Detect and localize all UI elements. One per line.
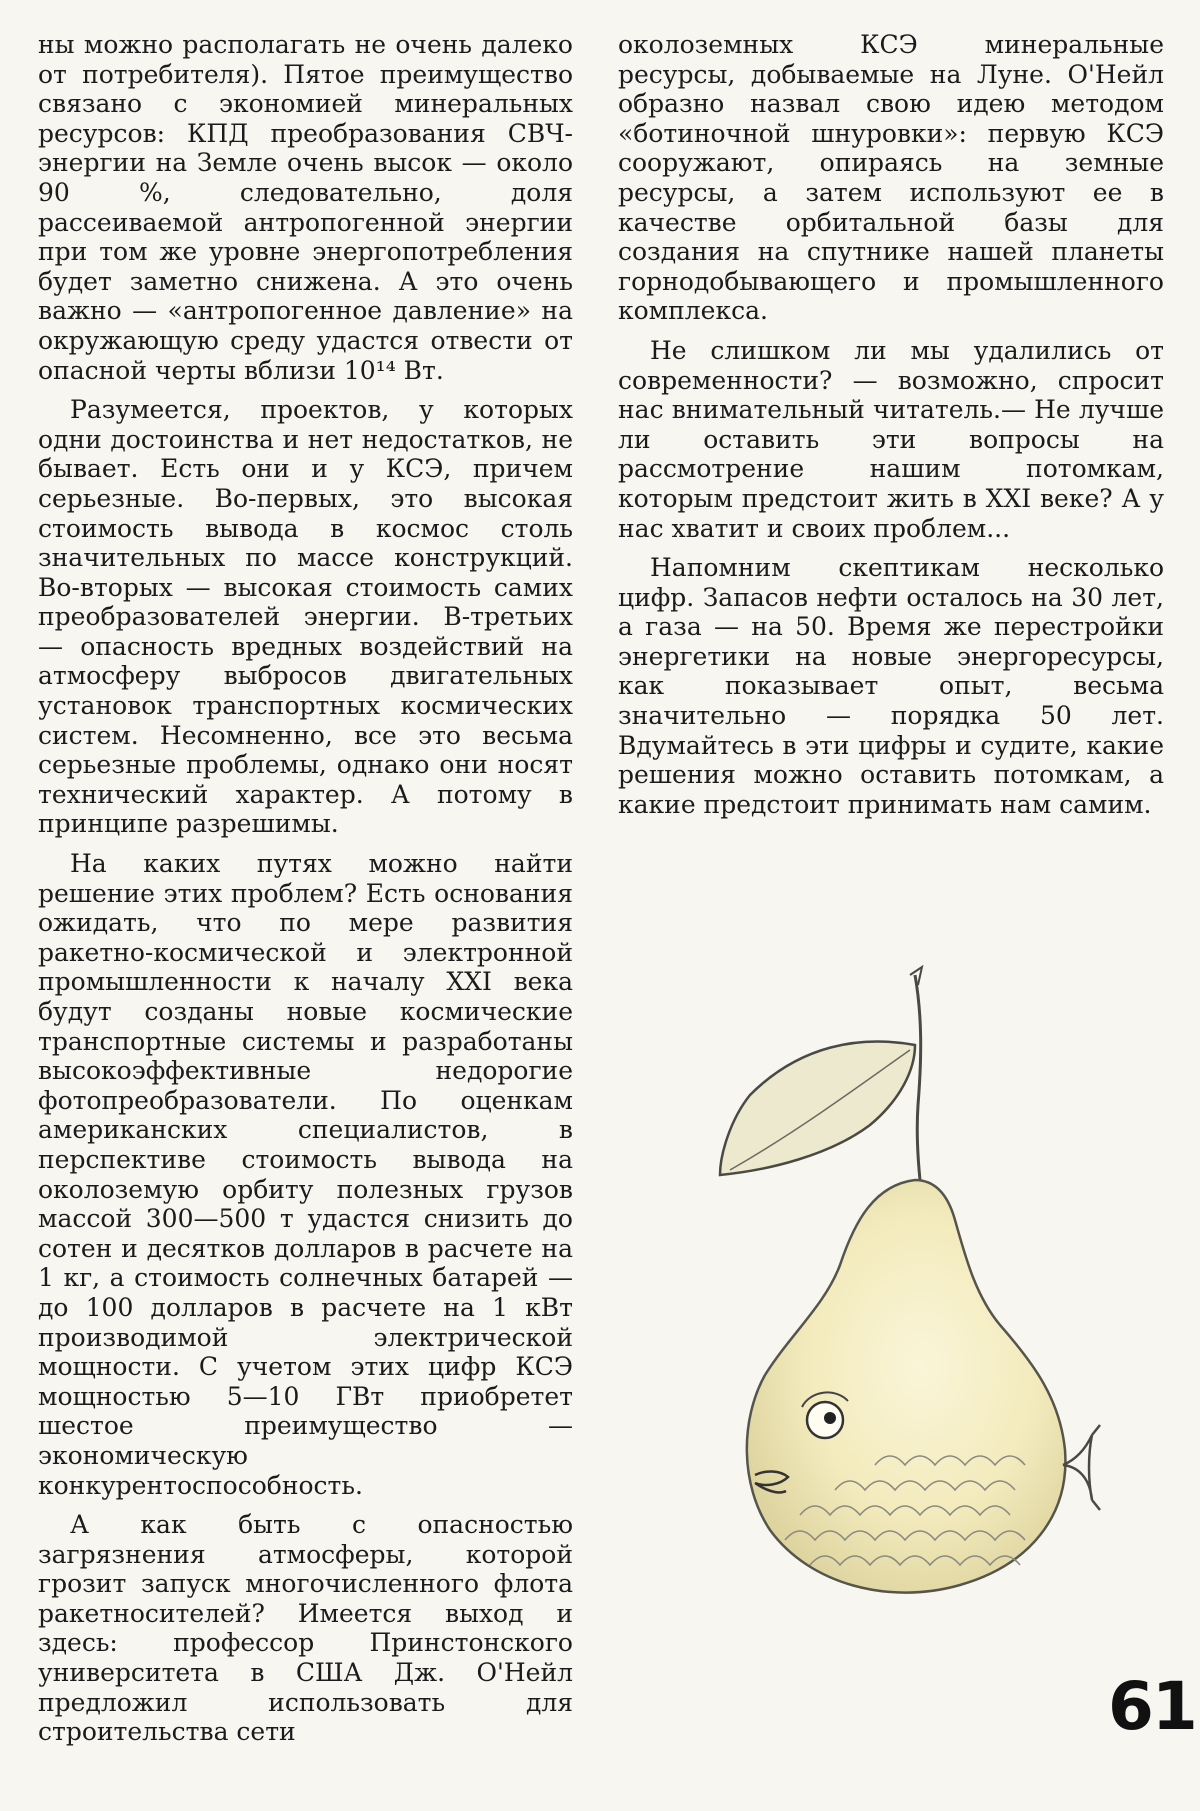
fish-pupil	[824, 1412, 836, 1424]
pear-body	[747, 1180, 1066, 1593]
stem	[915, 975, 921, 1180]
paragraph: Не слишком ли мы удалились от современности? — возможно, спросит нас внимательный читатель.— Не лучше ли оставить эти вопросы на рассмотрение нашим потомкам, которым предстоит жить в XXI веке? А у нас хватит и своих проблем...	[618, 335, 1164, 543]
paragraph: А как быть с опасностью загрязнения атмосферы, которой грозит запуск многочисленного флота ракетносителей? Имеется выход и здесь: профессор Принстонского университета в США Дж. О'Нейл предложил использовать для строительства сети	[38, 1510, 573, 1747]
leaf	[720, 1042, 915, 1175]
left-column	[38, 30, 573, 1757]
pear-fish-illustration	[660, 955, 1110, 1615]
paragraph: На каких путях можно найти решение этих проблем? Есть основания ожидать, что по мере развития ракетно-космической и электронной промышленности к началу XXI века будут созданы новые космические транспортные системы и разработаны высокоэффективные недорогие фотопреобразователи. По оценкам американских специалистов, в перспективе стоимость вывода на околоземую орбиту полезных грузов массой 300—500 т удастся снизить до сотен и десятков долларов в расчете на 1 кг, а стоимость солнечных батарей — до 100 долларов в расчете на 1 кВт производимой электрической мощности. С учетом этих цифр КСЭ мощностью 5—10 ГВт приобретет шестое преимущество — экономическую конкурентоспособность.	[38, 849, 573, 1500]
paragraph: ны можно располагать не очень далеко от потребителя). Пятое преимущество связано с экономией минеральных ресурсов: КПД преобразования СВЧ-энергии на Земле очень высок — около 90 %, следовательно, доля рассеиваемой антропогенной энергии при том же уровне энергопотребления будет заметно снижена. А это очень важно — «антропогенное давление» на окружающую среду удастся отвести от опасной черты вблизи 10¹⁴ Вт.	[38, 30, 573, 385]
page-number: 61	[1108, 1668, 1196, 1745]
paragraph: Разумеется, проектов, у которых одни достоинства и нет недостатков, не бывает. Есть они и у КСЭ, причем серьезные. Во-первых, это высокая стоимость вывода в космос столь значительных по массе конструкций. Во-вторых — высокая стоимость самих преобразователей энергии. В-третьих — опасность вредных воздействий на атмосферу выбросов двигательных установок транспортных космических систем. Несомненно, все это весьма серьезные проблемы, однако они носят технический характер. А потому в принципе разрешимы.	[38, 395, 573, 839]
fish-tail	[1063, 1425, 1100, 1510]
right-column	[618, 30, 1164, 829]
paragraph: околоземных КСЭ минеральные ресурсы, добываемые на Луне. О'Нейл образно назвал свою идею методом «ботиночной шнуровки»: первую КСЭ сооружают, опираясь на земные ресурсы, а затем используют ее в качестве орбитальной базы для создания на спутнике нашей планеты горнодобывающего и промышленного комплекса.	[618, 30, 1164, 326]
paragraph: Напомним скептикам несколько цифр. Запасов нефти осталось на 30 лет, а газа — на 50. Время же перестройки энергетики на новые энергоресурсы, как показывает опыт, весьма значительно — порядка 50 лет. Вдумайтесь в эти цифры и судите, какие решения можно оставить потомкам, а какие предстоит принимать нам самим.	[618, 553, 1164, 819]
